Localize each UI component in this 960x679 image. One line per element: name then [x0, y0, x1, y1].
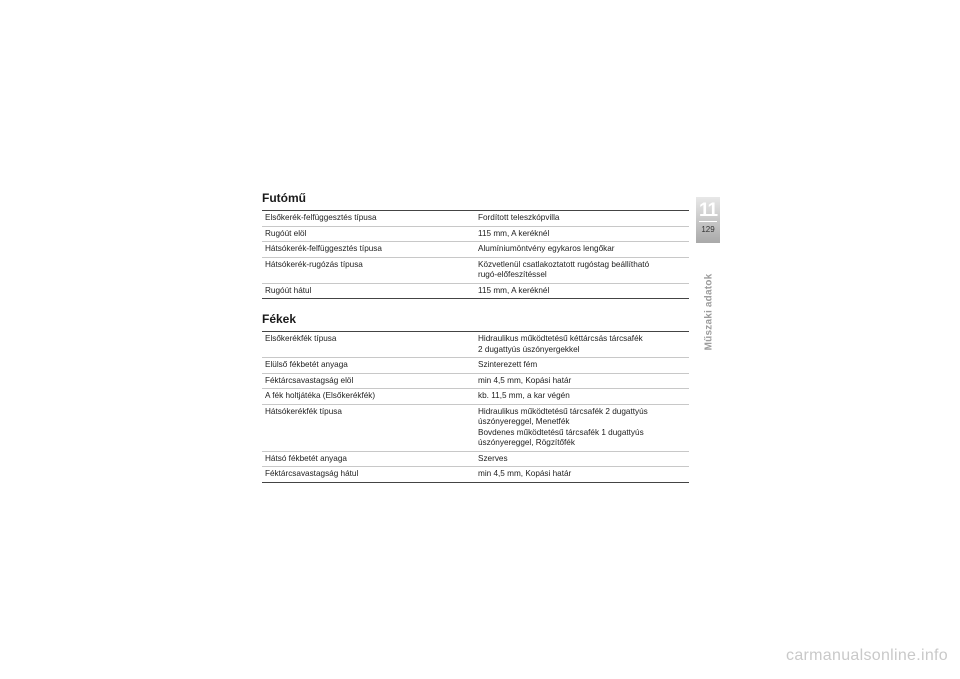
spec-label: Rugóút hátul [265, 285, 312, 295]
table-row [262, 467, 689, 482]
spec-value: Fordított teleszkópvilla [478, 213, 560, 222]
spec-label: A fék holtjátéka (Elsőkerékfék) [265, 391, 376, 400]
spec-label: Rugóút elöl [265, 228, 307, 238]
spec-value: Alumíniumöntvény egykaros lengőkar [478, 244, 615, 253]
spec-value: kb. 11,5 mm, a kar végén [478, 391, 570, 400]
table-row [262, 452, 689, 468]
spec-value: 115 mm, A keréknél [478, 228, 550, 238]
table-row [262, 284, 689, 299]
spec-table-futomu [262, 210, 689, 299]
spec-label: Elsőkerék-felfüggesztés típusa [265, 213, 377, 222]
chapter-tab [696, 197, 720, 243]
spec-value: min 4,5 mm, Kopási határ [478, 469, 572, 478]
spec-value: Szinterezett fém [478, 360, 538, 369]
spec-label: Hátsó fékbetét anyaga [265, 453, 347, 463]
table-row [262, 227, 689, 243]
spec-value: Hidraulikus működtetésű tárcsafék 2 dugattyús úszónyereggel, Menetfék Bovdenes működtetésű tárcsafék 1 dugattyús úszónyereggel, Rögzítőfék [478, 406, 648, 447]
spec-label: Hátsókerék-rugózás típusa [265, 259, 363, 269]
section-title-futomu: Futómű [262, 191, 306, 205]
spec-value: 115 mm, A keréknél [478, 285, 550, 295]
table-row [262, 405, 689, 452]
chapter-number: 11 [698, 200, 718, 221]
page-number: 129 [701, 225, 715, 234]
spec-label: Hátsókerék-felfüggesztés típusa [265, 244, 382, 253]
section-title-fekek: Fékek [262, 312, 297, 326]
spec-label: Elülső fékbetét anyaga [265, 360, 348, 369]
spec-value: Hidraulikus működtetésű kéttárcsás tárcsafék 2 dugattyús úszónyergekkel [478, 334, 643, 354]
table-row [262, 211, 689, 227]
chapter-side-title: Műszaki adatok [703, 273, 715, 351]
watermark: carmanualsonline.info [786, 647, 948, 664]
spec-value: min 4,5 mm, Kopási határ [478, 375, 572, 385]
spec-label: Hátsókerékfék típusa [265, 406, 342, 416]
table-row [262, 389, 689, 405]
spec-table-fekek [262, 331, 689, 483]
spec-content [262, 186, 689, 483]
spec-value: Szerves [478, 453, 508, 463]
table-row [262, 258, 689, 284]
spec-label: Féktárcsavastagság elöl [265, 375, 354, 385]
chapter-divider [699, 221, 717, 222]
table-row [262, 374, 689, 390]
table-row [262, 332, 689, 358]
table-row [262, 358, 689, 374]
spec-label: Féktárcsavastagság hátul [265, 469, 359, 478]
spec-value: Közvetlenül csatlakoztatott rugóstag beállítható rugó-előfeszítéssel [478, 259, 650, 279]
table-row [262, 242, 689, 258]
spec-label: Elsőkerékfék típusa [265, 334, 337, 343]
